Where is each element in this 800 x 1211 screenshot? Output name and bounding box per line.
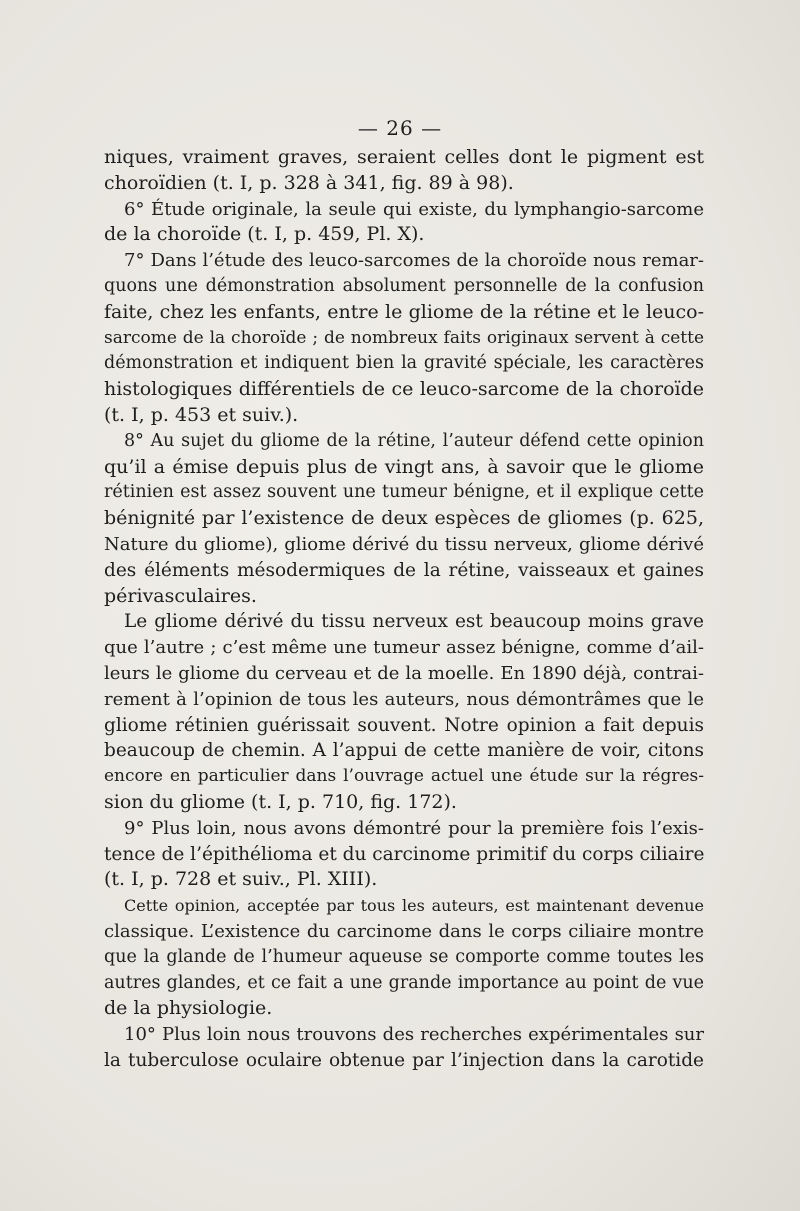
text-line: Cette opinion, acceptée par tous les auteurs, est maintenant devenue (124, 896, 704, 916)
text-line: la tuberculose oculaire obtenue par l’injection dans la carotide (104, 1049, 704, 1071)
text-line: que la glande de l’humeur aqueuse se comporte comme toutes les (104, 946, 704, 967)
text-line: 10° Plus loin nous trouvons des recherches expérimentales sur (124, 1024, 704, 1046)
text-line: classique. L’existence du carcinome dans le corps ciliaire montre (104, 920, 704, 942)
text-line: (t. I, p. 453 et suiv.). (104, 403, 299, 426)
text-line: encore en particulier dans l’ouvrage actuel une étude sur la régres- (104, 766, 704, 787)
text-line: qu’il a émise depuis plus de vingt ans, à savoir que le gliome (104, 455, 704, 478)
text-line: Le gliome dérivé du tissu nerveux est beaucoup moins grave (124, 611, 704, 633)
text-line: des éléments mésodermiques de la rétine, vaisseaux et gaines (104, 559, 704, 581)
text-line: histologiques différentiels de ce leuco-sarcome de la choroïde (104, 378, 704, 401)
text-line: rétinien est assez souvent une tumeur bénigne, et il explique cette (104, 482, 704, 503)
text-line: bénignité par l’existence de deux espèces de gliomes (p. 625, (104, 507, 704, 530)
text-line: autres glandes, et ce fait a une grande importance au point de vue (104, 972, 704, 993)
text-line: rement à l’opinion de tous les auteurs, nous démontrâmes que le (104, 688, 704, 710)
text-line: que l’autre ; c’est même une tumeur assez bénigne, comme d’ail- (104, 637, 704, 659)
text-line: de la physiologie. (104, 997, 273, 1020)
text-line: beaucoup de chemin. A l’appui de cette manière de voir, citons (104, 740, 704, 762)
text-line: quons une démonstration absolument personnelle de la confusion (104, 275, 704, 296)
text-line: (t. I, p. 728 et suiv., Pl. XIII). (104, 868, 378, 891)
text-line: de la choroïde (t. I, p. 459, Pl. X). (104, 223, 425, 246)
text-line: 7° Dans l’étude des leuco-sarcomes de la choroïde nous remar- (124, 250, 704, 272)
text-line: Nature du gliome), gliome dérivé du tissu nerveux, gliome dérivé (104, 533, 704, 555)
text-line: gliome rétinien guérissait souvent. Notre opinion a fait depuis (104, 714, 704, 736)
text-line: 9° Plus loin, nous avons démontré pour la première fois l’exis- (124, 817, 704, 839)
text-line: faite, chez les enfants, entre le gliome de la rétine et le leuco- (104, 300, 704, 323)
text-line: tence de l’épithélioma et du carcinome primitif du corps ciliaire (104, 843, 705, 865)
text-line: niques, vraiment graves, seraient celles dont le pigment est (104, 146, 704, 168)
text-line: choroïdien (t. I, p. 328 à 341, fig. 89 à 98). (104, 171, 514, 194)
text-line: leurs le gliome du cerveau et de la moelle. En 1890 déjà, contrai- (104, 662, 704, 684)
text-line: périvasculaires. (104, 584, 257, 607)
text-line: 8° Au sujet du gliome de la rétine, l’auteur défend cette opinion (124, 430, 704, 451)
text-line: sion du gliome (t. I, p. 710, fig. 172). (104, 790, 457, 813)
page-number: — 26 — (357, 116, 443, 140)
text-line: sarcome de la choroïde ; de nombreux faits originaux servent à cette (104, 327, 704, 348)
body-text (104, 145, 704, 1074)
text-line: démonstration et indiquent bien la gravité spéciale, les caractères (104, 353, 704, 374)
text-line: 6° Étude originale, la seule qui existe, du lymphangio-sarcome (124, 198, 704, 220)
